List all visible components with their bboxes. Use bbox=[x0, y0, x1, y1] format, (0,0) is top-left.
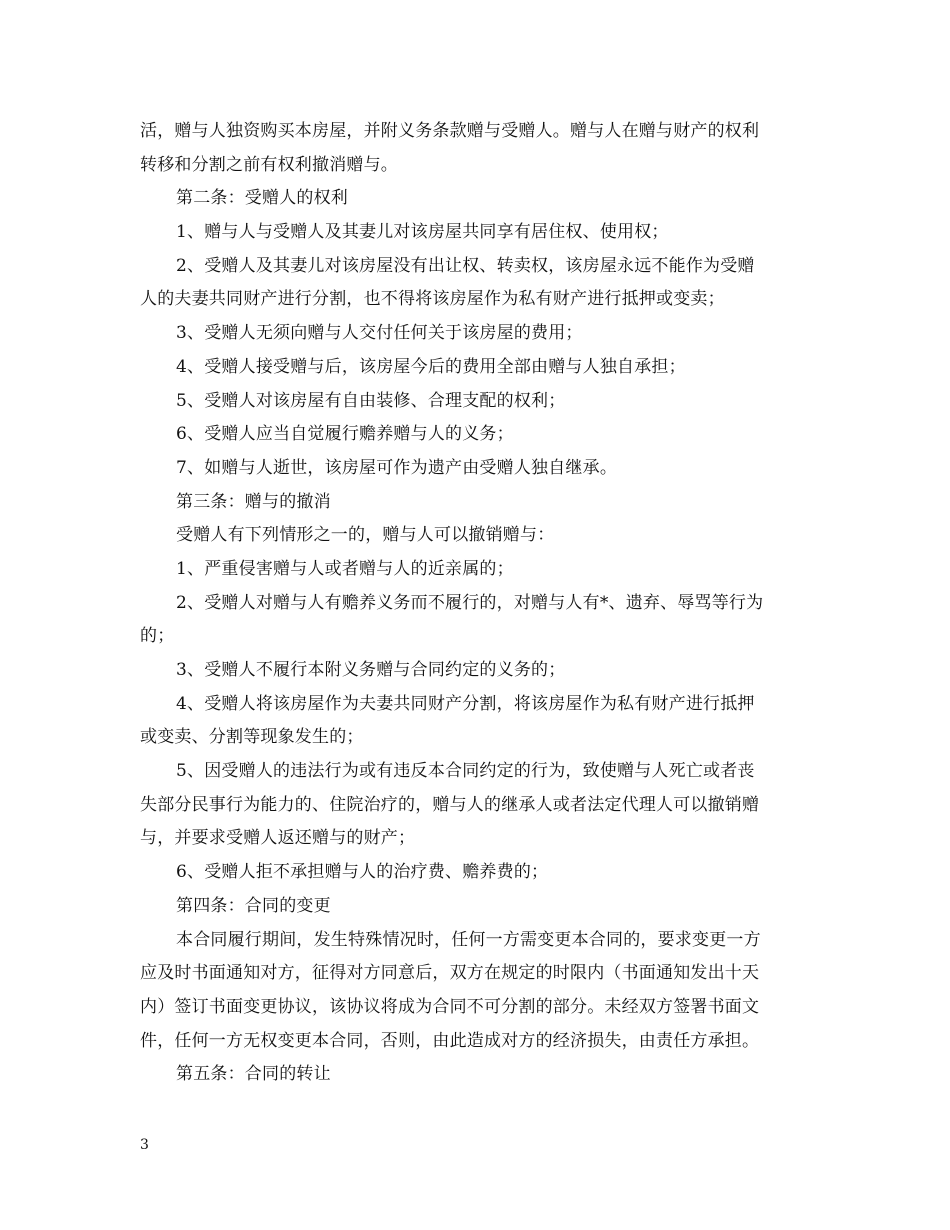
text-line: 本合同履行期间，发生特殊情况时，任何一方需变更本合同的，要求变更一方 bbox=[176, 929, 761, 950]
text-line: 5、因受赠人的违法行为或有违反本合同约定的行为，致使赠与人死亡或者丧 bbox=[176, 761, 755, 782]
text-line: 活，赠与人独资购买本房屋，并附义务条款赠与受赠人。赠与人在赠与财产的权利 bbox=[140, 121, 760, 141]
text-line: 受赠人有下列情形之一的，赠与人可以撤销赠与： bbox=[176, 525, 555, 546]
text-line: 6、受赠人应当自觉履行赡养赠与人的义务； bbox=[176, 424, 514, 445]
text-line: 第五条：合同的转让 bbox=[176, 1064, 331, 1085]
text-line: 第四条：合同的变更 bbox=[176, 895, 331, 916]
text-line: 4、受赠人将该房屋作为夫妻共同财产分割，将该房屋作为私有财产进行抵押 bbox=[176, 693, 755, 714]
text-line: 2、受赠人及其妻儿对该房屋没有出让权、转卖权，该房屋永远不能作为受赠 bbox=[176, 255, 755, 276]
text-line: 人的夫妻共同财产进行分割，也不得将该房屋作为私有财产进行抵押或变卖； bbox=[140, 289, 725, 310]
text-line: 第二条：受赠人的权利 bbox=[176, 188, 348, 209]
text-line: 1、严重侵害赠与人或者赠与人的近亲属的； bbox=[176, 558, 514, 579]
contract-body bbox=[140, 115, 820, 1092]
text-line: 与，并要求受赠人返还赠与的财产； bbox=[140, 828, 416, 849]
text-line: 第三条：赠与的撤消 bbox=[176, 491, 331, 512]
text-line: 应及时书面通知对方，征得对方同意后，双方在规定的时限内（书面通知发出十天 bbox=[140, 963, 760, 984]
text-line: 2、受赠人对赠与人有赡养义务而不履行的，对赠与人有*、遗弃、辱骂等行为 bbox=[176, 592, 764, 613]
text-line: 6、受赠人拒不承担赠与人的治疗费、赡养费的； bbox=[176, 862, 549, 883]
text-line: 1、赠与人与受赠人及其妻儿对该房屋共同享有居住权、使用权； bbox=[176, 222, 669, 243]
text-line: 5、受赠人对该房屋有自由装修、合理支配的权利； bbox=[176, 390, 566, 411]
text-line: 失部分民事行为能力的、住院治疗的，赠与人的继承人或者法定代理人可以撤销赠 bbox=[140, 794, 760, 815]
text-line: 3、受赠人不履行本附义务赠与合同约定的义务的； bbox=[176, 660, 566, 680]
page-number: 3 bbox=[140, 1137, 149, 1153]
text-line: 3、受赠人无须向赠与人交付任何关于该房屋的费用； bbox=[176, 323, 583, 344]
text-line: 件，任何一方无权变更本合同，否则，由此造成对方的经济损失，由责任方承担。 bbox=[140, 1030, 760, 1051]
text-line: 的； bbox=[140, 626, 175, 647]
text-line: 4、受赠人接受赠与后，该房屋今后的费用全部由赠与人独自承担； bbox=[176, 356, 686, 377]
text-line: 转移和分割之前有权利撤消赠与。 bbox=[140, 154, 398, 175]
text-line: 7、如赠与人逝世，该房屋可作为遗产由受赠人独自继承。 bbox=[176, 457, 618, 478]
text-line: 或变卖、分割等现象发生的； bbox=[140, 727, 364, 748]
text-line: 内）签订书面变更协议，该协议将成为合同不可分割的部分。未经双方签署书面文 bbox=[140, 996, 760, 1017]
